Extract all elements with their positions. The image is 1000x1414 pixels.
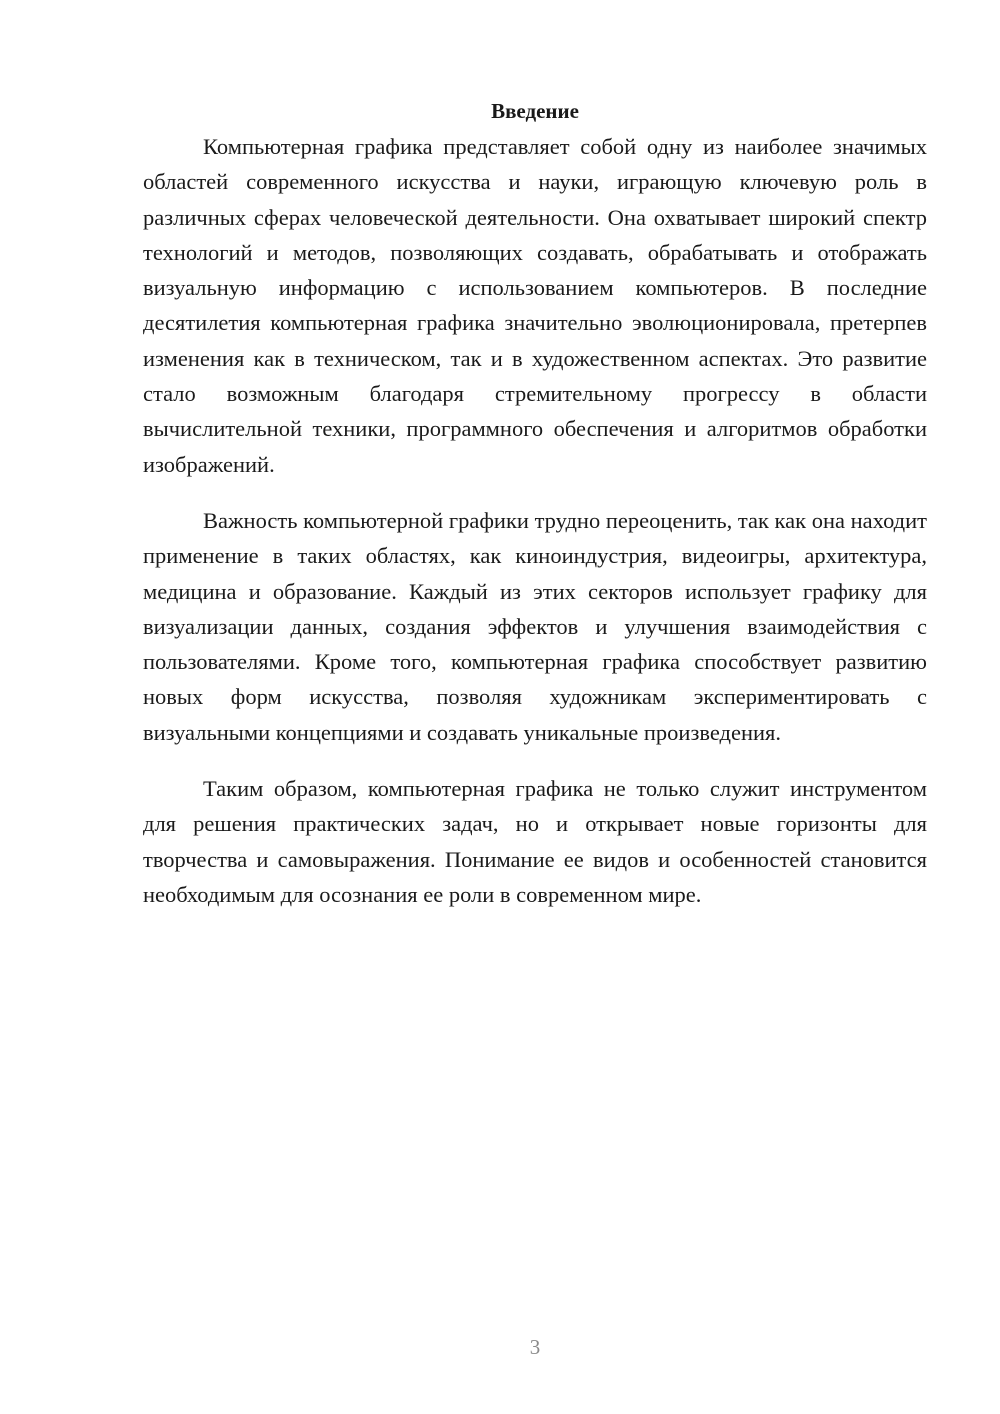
paragraph-3: Таким образом, компьютерная графика не только служит инструментом для решения практических задач, но и открывает новые горизонты для творчества и самовыражения. Понимание ее видов и особенностей становится необходимым для осознания ее роли в современном мире. [143,776,927,907]
paragraph-2: Важность компьютерной графики трудно переоценить, так как она находит применение в таких областях, как киноиндустрия, видеоигры, архитектура, медицина и образование. Каждый из этих секторов использует графику для визуализации данных, создания эффектов и улучшения взаимодействия с пользователями. Кроме того, компьютерная графика способствует развитию новых форм искусства, позволяя художникам экспериментировать с визуальными концепциями и создавать уникальные произведения. [143,507,927,745]
paragraph-1: Компьютерная графика представляет собой одну из наиболее значимых областей современного искусства и науки, играющую ключевую роль в различных сферах человеческой деятельности. Она охватывает широкий спектр технологий и методов, позволяющих создавать, обрабатывать и отображать визуальную информацию с использованием компьютеров. В последние десятилетия компьютерная графика значительно эволюционировала, претерпев изменения как в техническом, так и в художественном аспектах. Это развитие стало возможным благодаря стремительному прогрессу в области вычислительной техники, программного обеспечения и алгоритмов обработки изображений. [143,134,927,477]
page-number: 3 [529,1335,541,1359]
section-heading: Введение [491,99,579,123]
page-content [143,96,927,912]
